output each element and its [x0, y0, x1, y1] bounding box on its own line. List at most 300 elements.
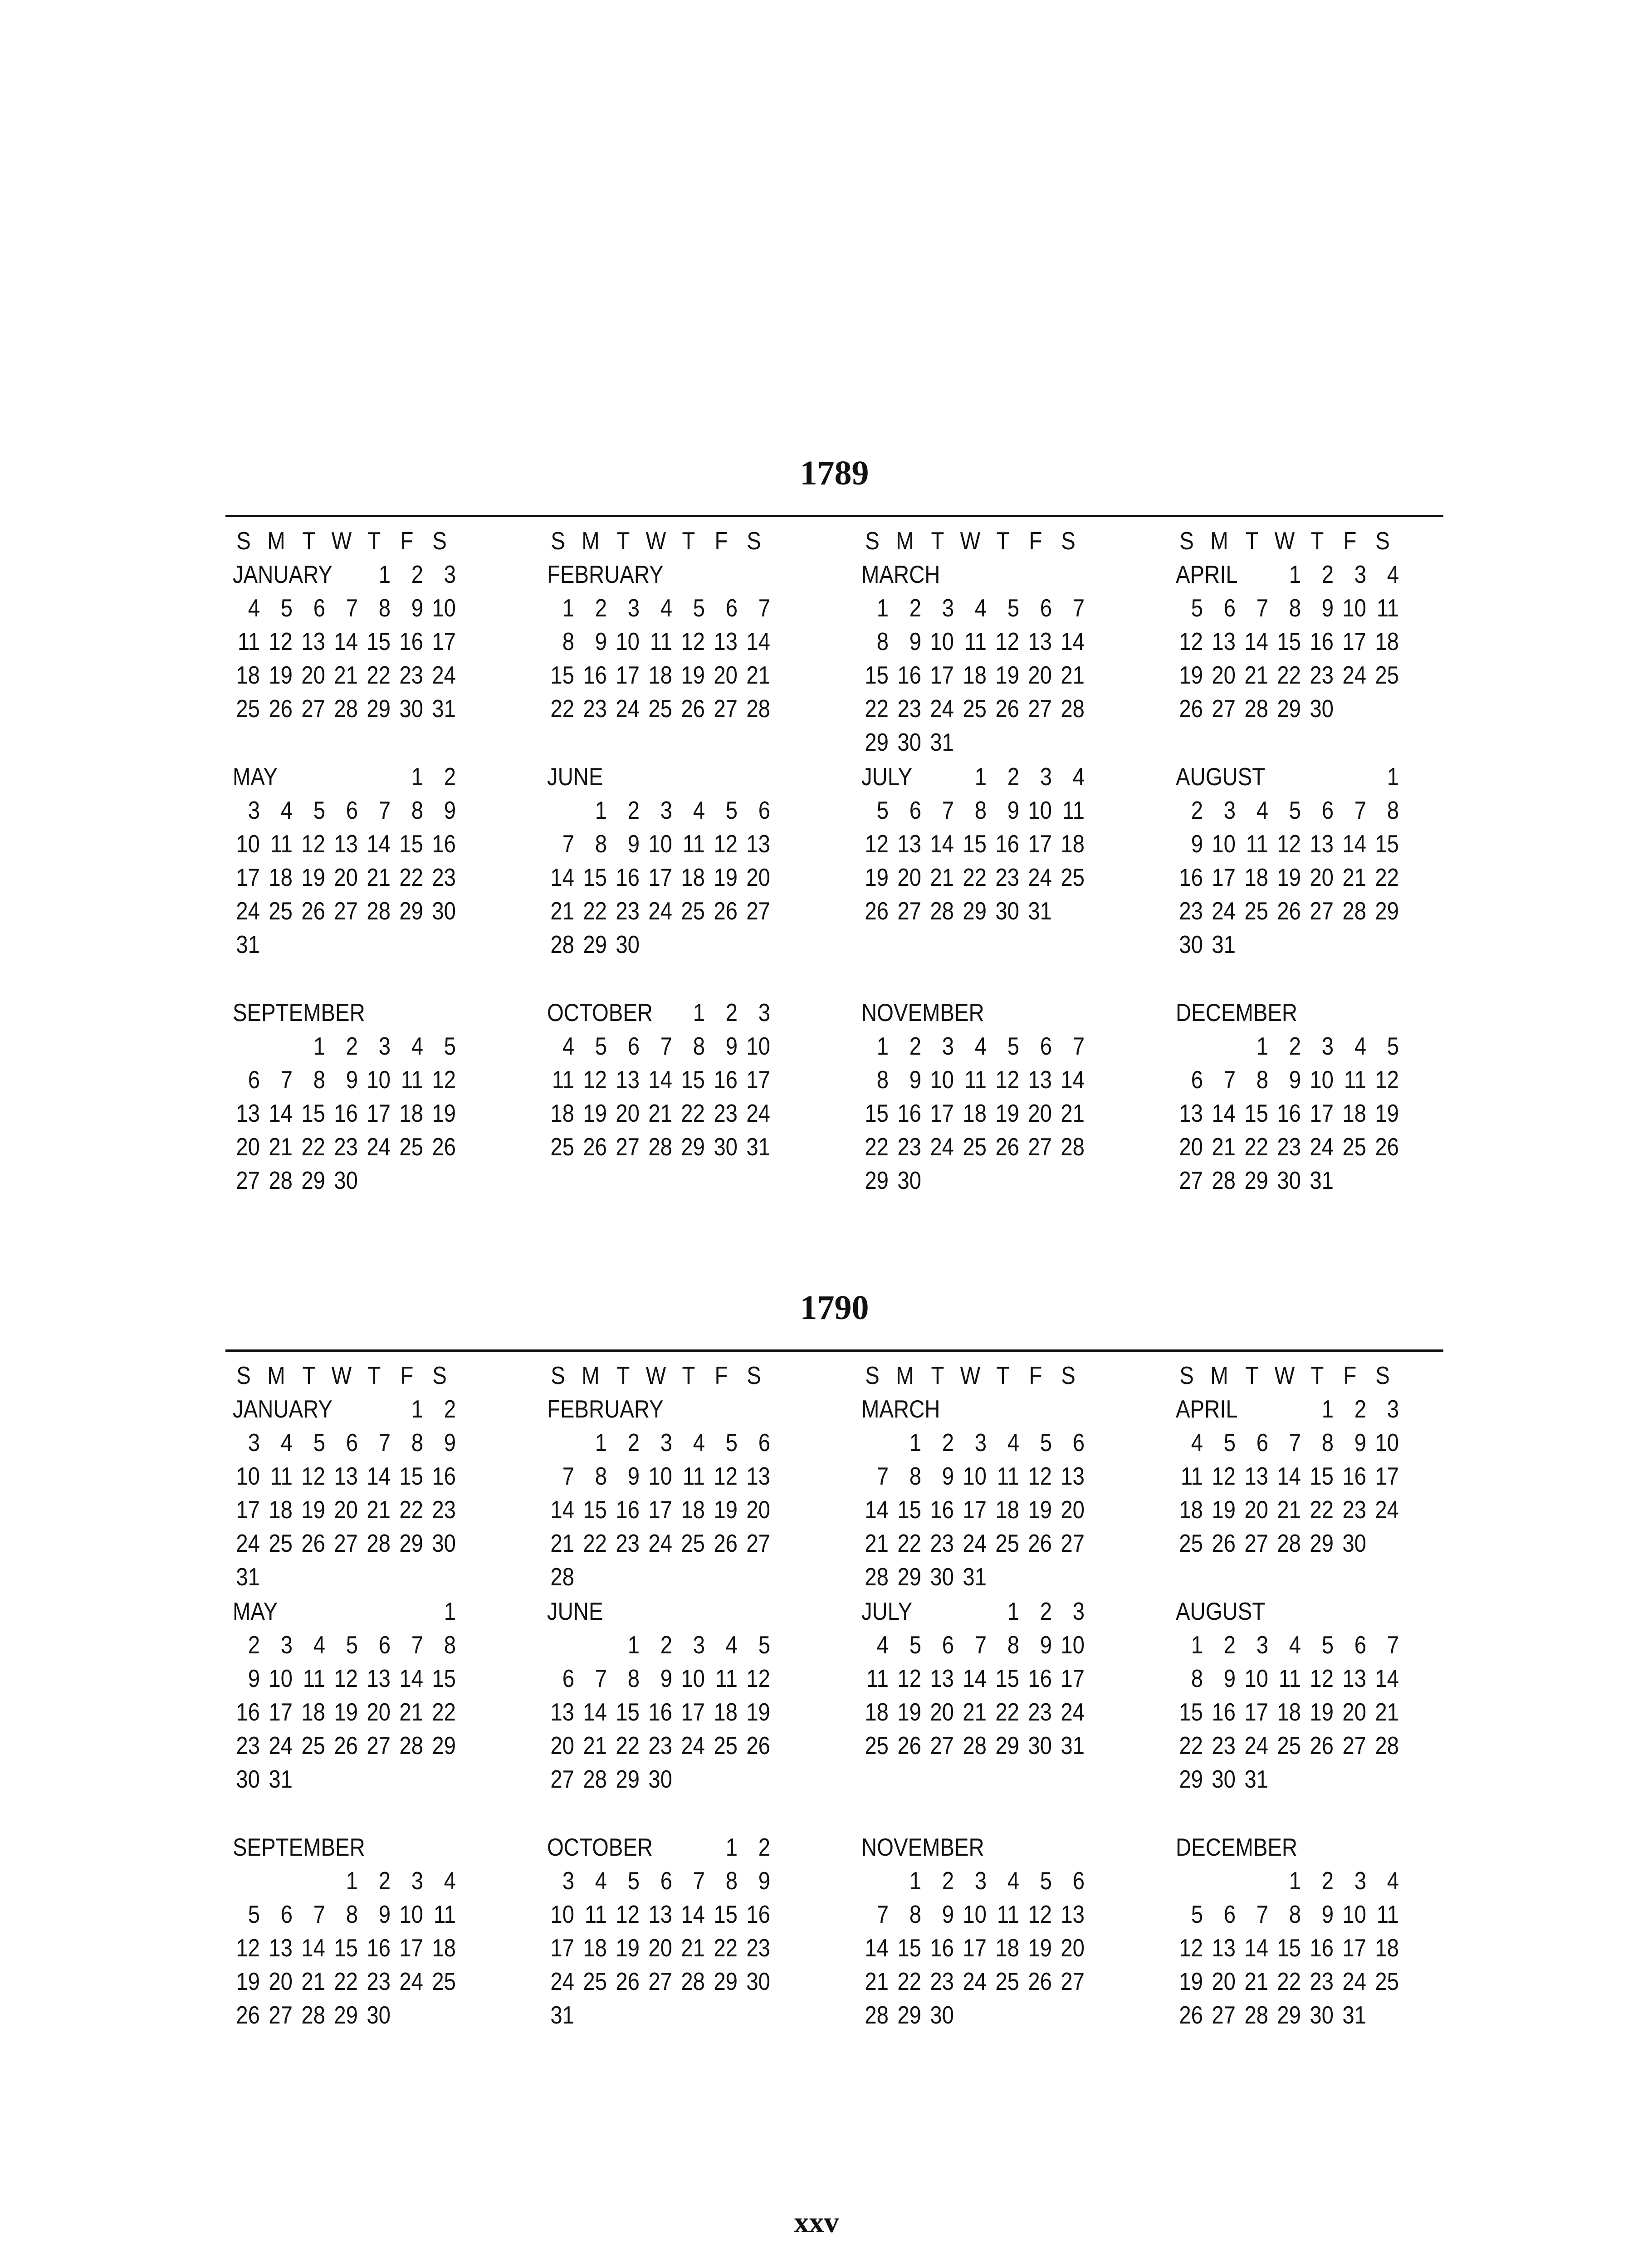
month-name: JUNE — [547, 763, 603, 791]
week-row — [854, 1029, 1126, 1063]
day-number: 7 — [660, 1032, 672, 1060]
day-number: 2 — [627, 796, 640, 824]
day-number: 27 — [236, 1166, 260, 1194]
week-row — [540, 1426, 812, 1459]
day-number: 26 — [681, 694, 705, 723]
week-row — [225, 1594, 498, 1628]
day-number: 24 — [550, 1967, 574, 1995]
day-number: 5 — [248, 1900, 260, 1928]
day-number: 7 — [313, 1900, 325, 1928]
week-row — [540, 1493, 812, 1526]
day-number: 30 — [1310, 2001, 1334, 2029]
day-number: 22 — [1244, 1133, 1268, 1161]
day-number: 28 — [1212, 1166, 1236, 1194]
weekday-label: M — [896, 527, 914, 555]
week-row — [854, 692, 1126, 725]
day-number: 5 — [1387, 1032, 1399, 1060]
day-number: 18 — [681, 863, 705, 891]
day-number: 25 — [269, 897, 293, 925]
day-number: 13 — [930, 1664, 954, 1692]
day-number: 21 — [550, 1529, 574, 1557]
day-number: 18 — [1244, 863, 1268, 891]
day-number: 12 — [995, 627, 1019, 655]
weekday-label: T — [302, 1361, 316, 1389]
weekday-label: T — [996, 1361, 1010, 1389]
day-number: 8 — [876, 1066, 889, 1094]
day-number: 30 — [236, 1765, 260, 1793]
weekday-label: W — [645, 1361, 666, 1389]
day-number: 10 — [648, 1462, 672, 1490]
day-number: 26 — [714, 1529, 738, 1557]
day-number: 23 — [746, 1934, 770, 1962]
day-number: 11 — [1376, 594, 1399, 622]
day-number: 10 — [1028, 796, 1052, 824]
day-number: 24 — [236, 897, 260, 925]
day-number: 2 — [758, 1833, 770, 1861]
day-number: 29 — [681, 1133, 705, 1161]
week-row — [540, 1628, 812, 1662]
day-number: 8 — [1387, 796, 1399, 824]
day-number: 21 — [301, 1967, 325, 1995]
day-number: 20 — [334, 863, 358, 891]
month-name: AUGUST — [1176, 763, 1266, 791]
weekday-label: M — [582, 1361, 600, 1389]
day-number: 3 — [444, 560, 456, 588]
year-title: 1790 — [800, 1289, 869, 1327]
day-number: 30 — [1179, 930, 1203, 958]
week-row — [540, 1965, 812, 1998]
day-number: 18 — [714, 1698, 738, 1726]
day-number: 30 — [432, 1529, 456, 1557]
day-number: 10 — [963, 1900, 987, 1928]
day-number: 23 — [236, 1731, 260, 1760]
week-row — [225, 692, 498, 725]
week-row — [540, 1526, 812, 1560]
week-row — [1169, 928, 1441, 961]
day-number: 9 — [942, 1900, 954, 1928]
day-number: 18 — [269, 863, 293, 891]
day-number: 15 — [1375, 830, 1399, 858]
day-number: 31 — [269, 1765, 293, 1793]
day-number: 8 — [974, 796, 987, 824]
day-number: 12 — [1310, 1664, 1334, 1692]
week-row — [225, 1493, 498, 1526]
day-number: 15 — [897, 1934, 921, 1962]
day-number: 10 — [648, 830, 672, 858]
day-number: 31 — [432, 694, 456, 723]
day-number: 15 — [1310, 1462, 1334, 1490]
day-number: 17 — [550, 1934, 574, 1962]
day-number: 22 — [616, 1731, 640, 1760]
day-number: 18 — [236, 661, 260, 689]
day-number: 6 — [378, 1631, 391, 1659]
week-row — [225, 1931, 498, 1965]
day-number: 16 — [995, 830, 1019, 858]
day-number: 26 — [1375, 1133, 1399, 1161]
day-number: 15 — [432, 1664, 456, 1692]
weekday-label: T — [1310, 527, 1324, 555]
weekday-label: T — [367, 527, 381, 555]
day-number: 21 — [1061, 661, 1085, 689]
day-number: 28 — [1375, 1731, 1399, 1760]
day-number: 23 — [583, 694, 607, 723]
month-name: DECEMBER — [1176, 1833, 1298, 1861]
day-number: 11 — [964, 627, 987, 655]
day-number: 12 — [432, 1066, 456, 1094]
day-number: 9 — [1007, 796, 1019, 824]
weekday-label: S — [551, 1361, 565, 1389]
day-number: 18 — [1342, 1099, 1366, 1127]
day-number: 28 — [746, 694, 770, 723]
day-number: 18 — [963, 1099, 987, 1127]
day-number: 6 — [346, 796, 358, 824]
day-number: 1 — [313, 1032, 325, 1060]
day-number: 28 — [1277, 1529, 1301, 1557]
day-number: 5 — [1191, 594, 1203, 622]
day-number: 6 — [1223, 594, 1236, 622]
day-number: 31 — [1244, 1765, 1268, 1793]
day-number: 26 — [995, 1133, 1019, 1161]
day-number: 20 — [301, 661, 325, 689]
day-number: 2 — [1040, 1597, 1052, 1625]
day-number: 16 — [367, 1934, 391, 1962]
day-number: 10 — [930, 1066, 954, 1094]
day-number: 9 — [942, 1462, 954, 1490]
weekday-label: T — [682, 1361, 695, 1389]
day-number: 6 — [660, 1867, 672, 1895]
day-number: 2 — [595, 594, 607, 622]
day-number: 26 — [1277, 897, 1301, 925]
horizontal-rule — [225, 1349, 1443, 1352]
day-number: 25 — [995, 1967, 1019, 1995]
weekday-label: S — [432, 527, 447, 555]
day-number: 16 — [746, 1900, 770, 1928]
day-number: 10 — [1061, 1631, 1085, 1659]
day-number: 22 — [963, 863, 987, 891]
week-row — [540, 1931, 812, 1965]
week-row — [854, 1163, 1126, 1197]
day-number: 20 — [1244, 1496, 1268, 1524]
day-number: 26 — [865, 897, 889, 925]
day-number: 5 — [1223, 1428, 1236, 1457]
day-number: 16 — [1212, 1698, 1236, 1726]
day-number: 1 — [876, 594, 889, 622]
week-row — [540, 1459, 812, 1493]
day-number: 8 — [876, 627, 889, 655]
week-row — [540, 827, 812, 860]
weekday-label: S — [1375, 1361, 1390, 1389]
day-number: 29 — [1277, 694, 1301, 723]
day-number: 7 — [1256, 594, 1268, 622]
day-number: 11 — [650, 627, 672, 655]
weekday-label: M — [1210, 1361, 1228, 1389]
day-number: 27 — [1212, 694, 1236, 723]
weekday-label: W — [645, 527, 666, 555]
day-number: 22 — [1277, 1967, 1301, 1995]
day-number: 31 — [1310, 1166, 1334, 1194]
day-number: 23 — [995, 863, 1019, 891]
day-number: 3 — [378, 1032, 391, 1060]
day-number: 22 — [1375, 863, 1399, 891]
day-number: 12 — [583, 1066, 607, 1094]
week-row — [540, 658, 812, 692]
day-number: 2 — [942, 1428, 954, 1457]
day-number: 2 — [411, 560, 423, 588]
day-number: 23 — [616, 1529, 640, 1557]
day-number: 2 — [1321, 1867, 1334, 1895]
day-number: 19 — [236, 1967, 260, 1995]
day-number: 22 — [865, 1133, 889, 1161]
weekday-label: M — [1210, 527, 1228, 555]
day-number: 14 — [648, 1066, 672, 1094]
week-row — [854, 591, 1126, 625]
weekday-label: F — [400, 527, 414, 555]
day-number: 6 — [942, 1631, 954, 1659]
day-number: 2 — [1223, 1631, 1236, 1659]
day-number: 17 — [1212, 863, 1236, 891]
day-number: 25 — [681, 897, 705, 925]
day-number: 6 — [280, 1900, 293, 1928]
day-number: 12 — [714, 1462, 738, 1490]
day-number: 27 — [269, 2001, 293, 2029]
day-number: 10 — [432, 594, 456, 622]
day-number: 15 — [963, 830, 987, 858]
day-number: 9 — [411, 594, 423, 622]
day-number: 26 — [432, 1133, 456, 1161]
day-number: 8 — [313, 1066, 325, 1094]
week-row — [225, 625, 498, 658]
day-number: 24 — [930, 694, 954, 723]
weekday-label: T — [931, 1361, 944, 1389]
day-number: 27 — [1061, 1967, 1085, 1995]
day-number: 31 — [550, 2001, 574, 2029]
day-number: 25 — [1375, 1967, 1399, 1995]
day-number: 18 — [1375, 1934, 1399, 1962]
day-number: 25 — [1061, 863, 1085, 891]
day-number: 4 — [562, 1032, 574, 1060]
day-number: 1 — [909, 1867, 921, 1895]
day-number: 18 — [550, 1099, 574, 1127]
day-number: 20 — [1179, 1133, 1203, 1161]
week-row — [854, 1628, 1126, 1662]
day-number: 28 — [865, 2001, 889, 2029]
day-number: 30 — [432, 897, 456, 925]
day-number: 8 — [1191, 1664, 1203, 1692]
day-number: 5 — [909, 1631, 921, 1659]
day-number: 23 — [930, 1529, 954, 1557]
day-number: 29 — [995, 1731, 1019, 1760]
day-number: 23 — [1277, 1133, 1301, 1161]
week-row — [854, 894, 1126, 928]
day-number: 13 — [648, 1900, 672, 1928]
weekday-label: S — [236, 527, 251, 555]
day-number: 22 — [897, 1529, 921, 1557]
day-number: 16 — [930, 1496, 954, 1524]
day-number: 3 — [248, 796, 260, 824]
day-number: 3 — [1072, 1597, 1085, 1625]
day-number: 20 — [1212, 1967, 1236, 1995]
day-number: 3 — [660, 796, 672, 824]
day-number: 6 — [1223, 1900, 1236, 1928]
day-number: 4 — [660, 594, 672, 622]
day-number: 11 — [715, 1664, 738, 1692]
week-row — [1169, 760, 1441, 793]
day-number: 17 — [746, 1066, 770, 1094]
week-row — [540, 996, 812, 1029]
day-number: 1 — [1191, 1631, 1203, 1659]
month-name: FEBRUARY — [547, 1395, 664, 1423]
day-number: 22 — [1179, 1731, 1203, 1760]
day-number: 6 — [725, 594, 738, 622]
day-number: 7 — [876, 1900, 889, 1928]
day-number: 4 — [444, 1867, 456, 1895]
weekday-label: T — [302, 527, 316, 555]
day-number: 10 — [1342, 1900, 1366, 1928]
day-number: 21 — [865, 1967, 889, 1995]
week-row — [225, 591, 498, 625]
day-number: 13 — [1179, 1099, 1203, 1127]
day-number: 18 — [399, 1099, 423, 1127]
day-number: 19 — [746, 1698, 770, 1726]
day-number: 18 — [1375, 627, 1399, 655]
day-number: 9 — [627, 830, 640, 858]
week-row — [225, 1864, 498, 1897]
day-number: 4 — [1387, 1867, 1399, 1895]
day-number: 18 — [269, 1496, 293, 1524]
day-number: 2 — [346, 1032, 358, 1060]
weekday-label: S — [747, 1361, 761, 1389]
day-number: 14 — [865, 1496, 889, 1524]
day-number: 27 — [1342, 1731, 1366, 1760]
day-number: 5 — [725, 1428, 738, 1457]
day-number: 22 — [583, 897, 607, 925]
day-number: 21 — [550, 897, 574, 925]
week-row — [1169, 692, 1441, 725]
day-number: 14 — [583, 1698, 607, 1726]
day-number: 11 — [584, 1900, 607, 1928]
day-number: 15 — [681, 1066, 705, 1094]
day-number: 19 — [1028, 1496, 1052, 1524]
week-row — [1169, 625, 1441, 658]
day-number: 26 — [995, 694, 1019, 723]
month-name: NOVEMBER — [861, 998, 984, 1026]
day-number: 8 — [595, 1462, 607, 1490]
day-number: 4 — [974, 594, 987, 622]
day-number: 1 — [725, 1833, 738, 1861]
day-number: 29 — [583, 930, 607, 958]
day-number: 11 — [1376, 1900, 1399, 1928]
day-number: 24 — [367, 1133, 391, 1161]
week-row — [854, 1897, 1126, 1931]
day-number: 7 — [758, 594, 770, 622]
day-number: 19 — [583, 1099, 607, 1127]
day-number: 28 — [1342, 897, 1366, 925]
day-number: 27 — [746, 1529, 770, 1557]
day-number: 3 — [411, 1867, 423, 1895]
week-row — [854, 1096, 1126, 1130]
weekday-label: T — [931, 527, 944, 555]
day-number: 16 — [897, 1099, 921, 1127]
day-number: 20 — [897, 863, 921, 891]
day-number: 24 — [1375, 1496, 1399, 1524]
day-number: 16 — [432, 1462, 456, 1490]
day-number: 5 — [627, 1867, 640, 1895]
day-number: 16 — [616, 1496, 640, 1524]
week-row — [1169, 1392, 1441, 1426]
day-number: 28 — [550, 1563, 574, 1591]
day-number: 15 — [550, 661, 574, 689]
day-number: 1 — [1387, 763, 1399, 791]
day-number: 14 — [1244, 627, 1268, 655]
day-number: 2 — [1354, 1395, 1366, 1423]
weekday-label: S — [432, 1361, 447, 1389]
day-number: 29 — [963, 897, 987, 925]
day-number: 17 — [963, 1496, 987, 1524]
weekday-label: M — [267, 527, 285, 555]
day-number: 16 — [1179, 863, 1203, 891]
day-number: 2 — [725, 998, 738, 1026]
day-number: 4 — [693, 796, 705, 824]
weekday-label: M — [896, 1361, 914, 1389]
week-row — [1169, 1029, 1441, 1063]
day-number: 2 — [1191, 796, 1203, 824]
day-number: 26 — [301, 1529, 325, 1557]
day-number: 10 — [1310, 1066, 1334, 1094]
day-number: 26 — [1028, 1529, 1052, 1557]
day-number: 13 — [1310, 830, 1334, 858]
weekday-label: S — [1179, 527, 1194, 555]
day-number: 17 — [236, 1496, 260, 1524]
day-number: 9 — [909, 1066, 921, 1094]
day-number: 23 — [897, 1133, 921, 1161]
week-row — [540, 692, 812, 725]
week-row — [854, 793, 1126, 827]
day-number: 7 — [1072, 594, 1085, 622]
day-number: 2 — [1007, 763, 1019, 791]
day-number: 16 — [236, 1698, 260, 1726]
day-number: 14 — [550, 1496, 574, 1524]
day-number: 4 — [1072, 763, 1085, 791]
day-number: 13 — [1028, 1066, 1052, 1094]
day-number: 27 — [1212, 2001, 1236, 2029]
day-number: 1 — [693, 998, 705, 1026]
day-number: 11 — [433, 1900, 456, 1928]
day-number: 8 — [627, 1664, 640, 1692]
week-row — [225, 1762, 498, 1796]
day-number: 28 — [681, 1967, 705, 1995]
day-number: 20 — [334, 1496, 358, 1524]
week-row — [1169, 1526, 1441, 1560]
day-number: 5 — [595, 1032, 607, 1060]
week-row — [1169, 1459, 1441, 1493]
day-number: 23 — [1179, 897, 1203, 925]
week-row — [225, 1695, 498, 1729]
day-number: 24 — [269, 1731, 293, 1760]
day-number: 4 — [248, 594, 260, 622]
day-number: 3 — [942, 1032, 954, 1060]
weekday-header — [225, 524, 498, 557]
day-number: 24 — [1342, 1967, 1366, 1995]
day-number: 12 — [865, 830, 889, 858]
day-number: 24 — [1028, 863, 1052, 891]
day-number: 6 — [1040, 594, 1052, 622]
day-number: 7 — [1354, 796, 1366, 824]
day-number: 19 — [995, 1099, 1019, 1127]
day-number: 28 — [648, 1133, 672, 1161]
day-number: 19 — [301, 1496, 325, 1524]
day-number: 21 — [334, 661, 358, 689]
day-number: 21 — [865, 1529, 889, 1557]
